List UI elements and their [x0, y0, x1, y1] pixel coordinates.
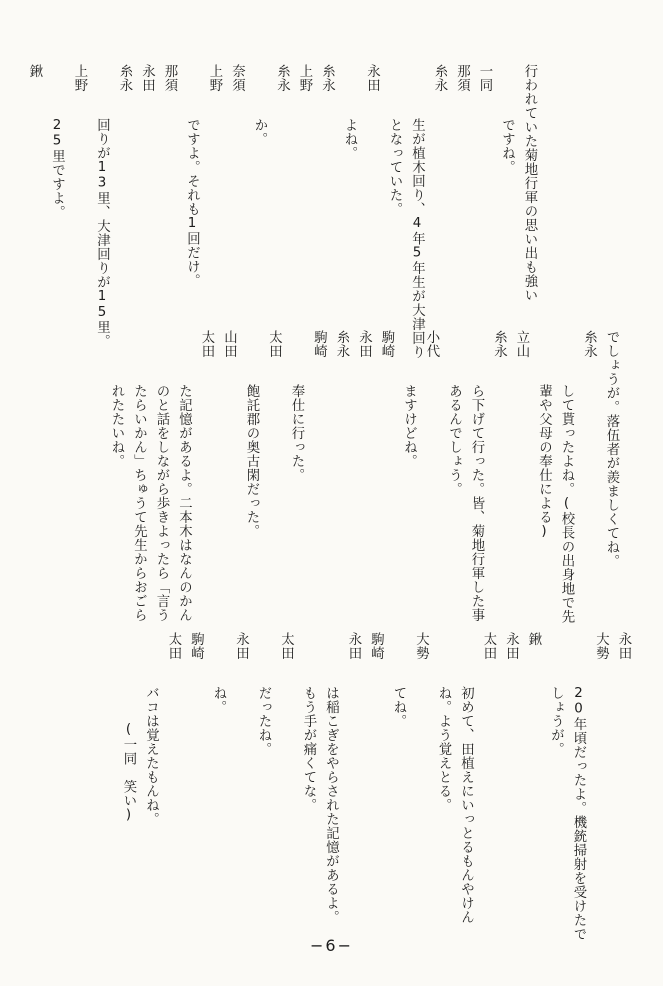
dialogue-entry — [158, 64, 181, 190]
dialogue-line — [473, 64, 496, 162]
dialogue-continuation-line — [172, 330, 195, 622]
dialogue-line — [158, 64, 181, 190]
dialogue-continuation-line — [567, 632, 590, 941]
dialogue-entry — [352, 330, 375, 458]
dialogue-line — [612, 632, 635, 800]
utterance-text: あるんでしょう。 — [446, 384, 462, 496]
speaker-name: 糸永 — [274, 64, 290, 92]
dialogue-continuation-line — [297, 632, 320, 812]
dialogue-continuation-line — [248, 64, 271, 146]
dialogue-line — [360, 64, 383, 304]
speaker-name: 糸永 — [117, 64, 132, 92]
utterance-text: 奉仕に行った。 — [289, 384, 304, 482]
utterance-text: は稲こぎをやらされた記憶があるよ。 — [323, 686, 339, 924]
utterance-text: 20年頃だったよ。機銃掃射を受けたで — [571, 686, 586, 942]
dialogue-entry — [184, 632, 207, 800]
dialogue-entry — [117, 632, 140, 823]
dialogue-entry — [442, 330, 510, 622]
dialogue-entry — [499, 632, 522, 842]
utterance-text: バコは覚えたもんね。 — [143, 686, 159, 826]
dialogue-line — [589, 632, 612, 870]
utterance-text: でしょうが。落伍者が羨ましくてね。 — [604, 330, 619, 568]
dialogue-entry — [139, 632, 184, 870]
speaker-name: 大勢 — [593, 632, 609, 660]
dialogue-line — [428, 64, 451, 307]
dialogue-line — [229, 632, 252, 870]
speaker-name: 駒崎 — [311, 330, 327, 358]
utterance-text: して貰ったよね。(校長の出身地で先 — [559, 384, 574, 624]
dialogue-line — [600, 330, 623, 568]
dialogue-continuation-line — [432, 632, 455, 812]
dialogue-line — [293, 64, 316, 249]
dialogue-line — [274, 632, 297, 870]
speaker-name: 駒崎 — [379, 330, 394, 358]
speaker-name: 永田 — [364, 64, 380, 92]
dialogue-continuation-line — [532, 330, 555, 540]
dialogue-continuation-line — [405, 64, 428, 359]
dialogue-line — [420, 330, 443, 570]
dialogue-entry — [240, 330, 285, 568]
dialogue-entry — [105, 330, 218, 622]
dialogue-line — [162, 632, 185, 870]
dialogue-entry — [180, 64, 225, 304]
dialogue-line — [23, 64, 46, 302]
speaker-name: 駒崎 — [188, 632, 204, 660]
dialogue-line — [342, 632, 365, 870]
utterance-text: ですね。 — [499, 118, 515, 174]
speaker-name: 永田 — [356, 330, 372, 358]
dialogue-entry — [297, 632, 365, 924]
speaker-name: 太田 — [481, 632, 496, 660]
page-number: −6− — [310, 936, 353, 955]
dialogue-entry — [90, 64, 135, 348]
utterance-text: た記憶があるよ。二本木はなんのかん — [176, 384, 192, 622]
speaker-name: 那須 — [454, 64, 470, 92]
dialogue-line — [195, 330, 218, 568]
dialogue-line — [518, 64, 541, 302]
speaker-name: 糸永 — [334, 330, 349, 358]
dialogue-entry — [544, 632, 612, 941]
utterance-text: ね。 — [211, 686, 226, 714]
dialogue-line — [330, 330, 353, 498]
utterance-text: 回りが13里、大津回りが15里。 — [94, 118, 110, 349]
dialogue-continuation-line — [240, 330, 263, 538]
dialogue-continuation-line — [105, 330, 128, 468]
dialogue-entry — [252, 632, 297, 870]
dialogue-line — [409, 632, 432, 870]
utterance-text: よね。 — [342, 118, 357, 160]
speaker-name: 奈須 — [229, 64, 245, 92]
speaker-name: 駒崎 — [368, 632, 384, 660]
utterance-text: となっていた。 — [387, 118, 402, 216]
utterance-text: だったね。 — [256, 686, 271, 756]
dialogue-continuation-line — [397, 330, 420, 468]
dialogue-entry — [532, 330, 600, 624]
dialogue-entry — [510, 330, 533, 498]
utterance-text: 飽託郡の奥古閑だった。 — [244, 384, 259, 538]
dialogue-block-middle — [109, 330, 622, 625]
speaker-name: 糸永 — [432, 64, 447, 92]
dialogue-entry — [612, 632, 635, 800]
speaker-name: 鍬 — [526, 632, 541, 646]
speaker-name: 大勢 — [413, 632, 429, 660]
dialogue-entry — [338, 64, 383, 304]
dialogue-entry — [473, 64, 496, 162]
dialogue-continuation-line — [495, 64, 518, 174]
speaker-name: 糸永 — [581, 330, 597, 358]
dialogue-line — [307, 330, 330, 570]
speaker-name: 立山 — [514, 330, 529, 358]
dialogue-continuation-line — [544, 632, 567, 756]
dialogue-entry — [600, 330, 623, 568]
utterance-text: 輩や父母の奉仕による) — [536, 384, 552, 540]
speaker-name: 小代 — [424, 330, 439, 358]
speaker-name: 糸永 — [491, 330, 507, 358]
utterance-text: ね。よう覚えとる。 — [436, 686, 451, 812]
dialogue-entry — [315, 64, 338, 274]
utterance-text: ですよ。それも1回だけ。 — [184, 118, 200, 288]
dialogue-entry — [285, 330, 330, 570]
dialogue-continuation-line — [127, 330, 150, 622]
speaker-name: 一同 — [477, 64, 492, 92]
dialogue-line — [477, 632, 500, 870]
dialogue-entry — [207, 632, 252, 870]
speaker-name: 永田 — [139, 64, 155, 92]
speaker-name: 太田 — [266, 330, 282, 358]
dialogue-line — [522, 632, 545, 814]
speaker-name: 永田 — [346, 632, 361, 660]
dialogue-line — [510, 330, 533, 498]
dialogue-line — [135, 64, 158, 234]
dialogue-line — [364, 632, 387, 758]
dialogue-entry — [375, 330, 398, 571]
dialogue-continuation-line — [555, 330, 578, 624]
utterance-text: しょうが。 — [548, 686, 564, 756]
dialogue-line — [217, 330, 240, 540]
dialogue-continuation-line — [90, 64, 113, 348]
dialogue-line — [499, 632, 522, 842]
utterance-text: もう手が痛くてな。 — [301, 686, 316, 812]
dialogue-entry — [397, 330, 442, 570]
dialogue-continuation-line — [285, 330, 308, 482]
speaker-name: 山田 — [221, 330, 237, 358]
dialogue-continuation-line — [252, 632, 275, 756]
dialogue-line — [225, 64, 248, 192]
dialogue-entry — [383, 64, 451, 359]
speaker-name: 鍬 — [27, 64, 42, 78]
dialogue-line — [262, 330, 285, 568]
dialogue-continuation-line — [45, 64, 68, 219]
dialogue-continuation-line — [465, 330, 488, 622]
dialogue-line — [113, 64, 136, 322]
speaker-name: 上野 — [297, 64, 312, 92]
speaker-name: 永田 — [503, 632, 519, 660]
dialogue-continuation-line — [442, 330, 465, 496]
dialogue-continuation-line — [207, 632, 230, 714]
speaker-name: 上野 — [207, 64, 222, 92]
dialogue-entry — [330, 330, 353, 498]
dialogue-entry — [248, 64, 293, 302]
utterance-text: 25里ですよ。 — [49, 118, 65, 220]
dialogue-entry — [135, 64, 158, 234]
dialogue-entry — [522, 632, 545, 814]
utterance-text: ますけどね。 — [401, 384, 417, 468]
speaker-name: 永田 — [233, 632, 249, 660]
dialogue-entry — [450, 64, 473, 276]
dialogue-line — [577, 330, 600, 568]
dialogue-entry — [23, 64, 46, 302]
dialogue-entry — [225, 64, 248, 192]
dialogue-continuation-line — [454, 632, 477, 924]
dialogue-line — [487, 330, 510, 570]
dialogue-entry — [217, 330, 240, 540]
dialogue-entry — [495, 64, 540, 302]
dialogue-line — [375, 330, 398, 571]
utterance-text: れたたいね。 — [109, 384, 124, 468]
dialogue-continuation-line — [338, 64, 361, 160]
utterance-text: 生が植木回り、4年5年生が大津回り — [409, 118, 425, 360]
speaker-name: 上野 — [72, 64, 87, 92]
dialogue-line — [184, 632, 207, 800]
utterance-text: 行われていた菊地行軍の思い出も強い — [522, 64, 537, 302]
speaker-name: 永田 — [616, 632, 631, 660]
speaker-name: 太田 — [199, 330, 214, 358]
dialogue-line — [450, 64, 473, 276]
dialogue-block-bottom — [96, 632, 634, 942]
dialogue-entry — [432, 632, 500, 924]
dialogue-line — [315, 64, 338, 274]
dialogue-continuation-line — [387, 632, 410, 728]
speaker-name: 太田 — [278, 632, 294, 660]
speaker-name: 糸永 — [319, 64, 335, 92]
dialogue-line — [270, 64, 293, 302]
dialogue-entry — [45, 64, 90, 302]
speaker-name: 那須 — [162, 64, 177, 92]
dialogue-continuation-line — [139, 632, 162, 826]
dialogue-entry — [364, 632, 387, 758]
utterance-text: か。 — [252, 118, 267, 146]
utterance-text: たらいかん」ちゅうて先生からおごら — [131, 384, 147, 622]
dialogue-line — [203, 64, 226, 304]
dialogue-continuation-line — [383, 64, 406, 216]
speaker-name: 太田 — [166, 632, 181, 660]
dialogue-entry — [293, 64, 316, 249]
dialogue-continuation-line — [319, 632, 342, 924]
utterance-text: てね。 — [391, 686, 406, 728]
dialogue-continuation-line — [150, 330, 173, 622]
dialogue-line — [117, 632, 140, 823]
utterance-text: のと話をしながら歩きよったら「言う — [154, 384, 169, 622]
dialogue-continuation-line — [180, 64, 203, 288]
dialogue-entry — [387, 632, 432, 870]
dialogue-line — [68, 64, 91, 302]
utterance-text: 初めて、田植えにいっとるもんやけん — [458, 686, 474, 924]
utterance-text: ら下げて行った。皆、菊地行軍した事 — [469, 384, 484, 622]
utterance-text: (一同 笑い) — [121, 722, 136, 824]
dialogue-line — [352, 330, 375, 458]
